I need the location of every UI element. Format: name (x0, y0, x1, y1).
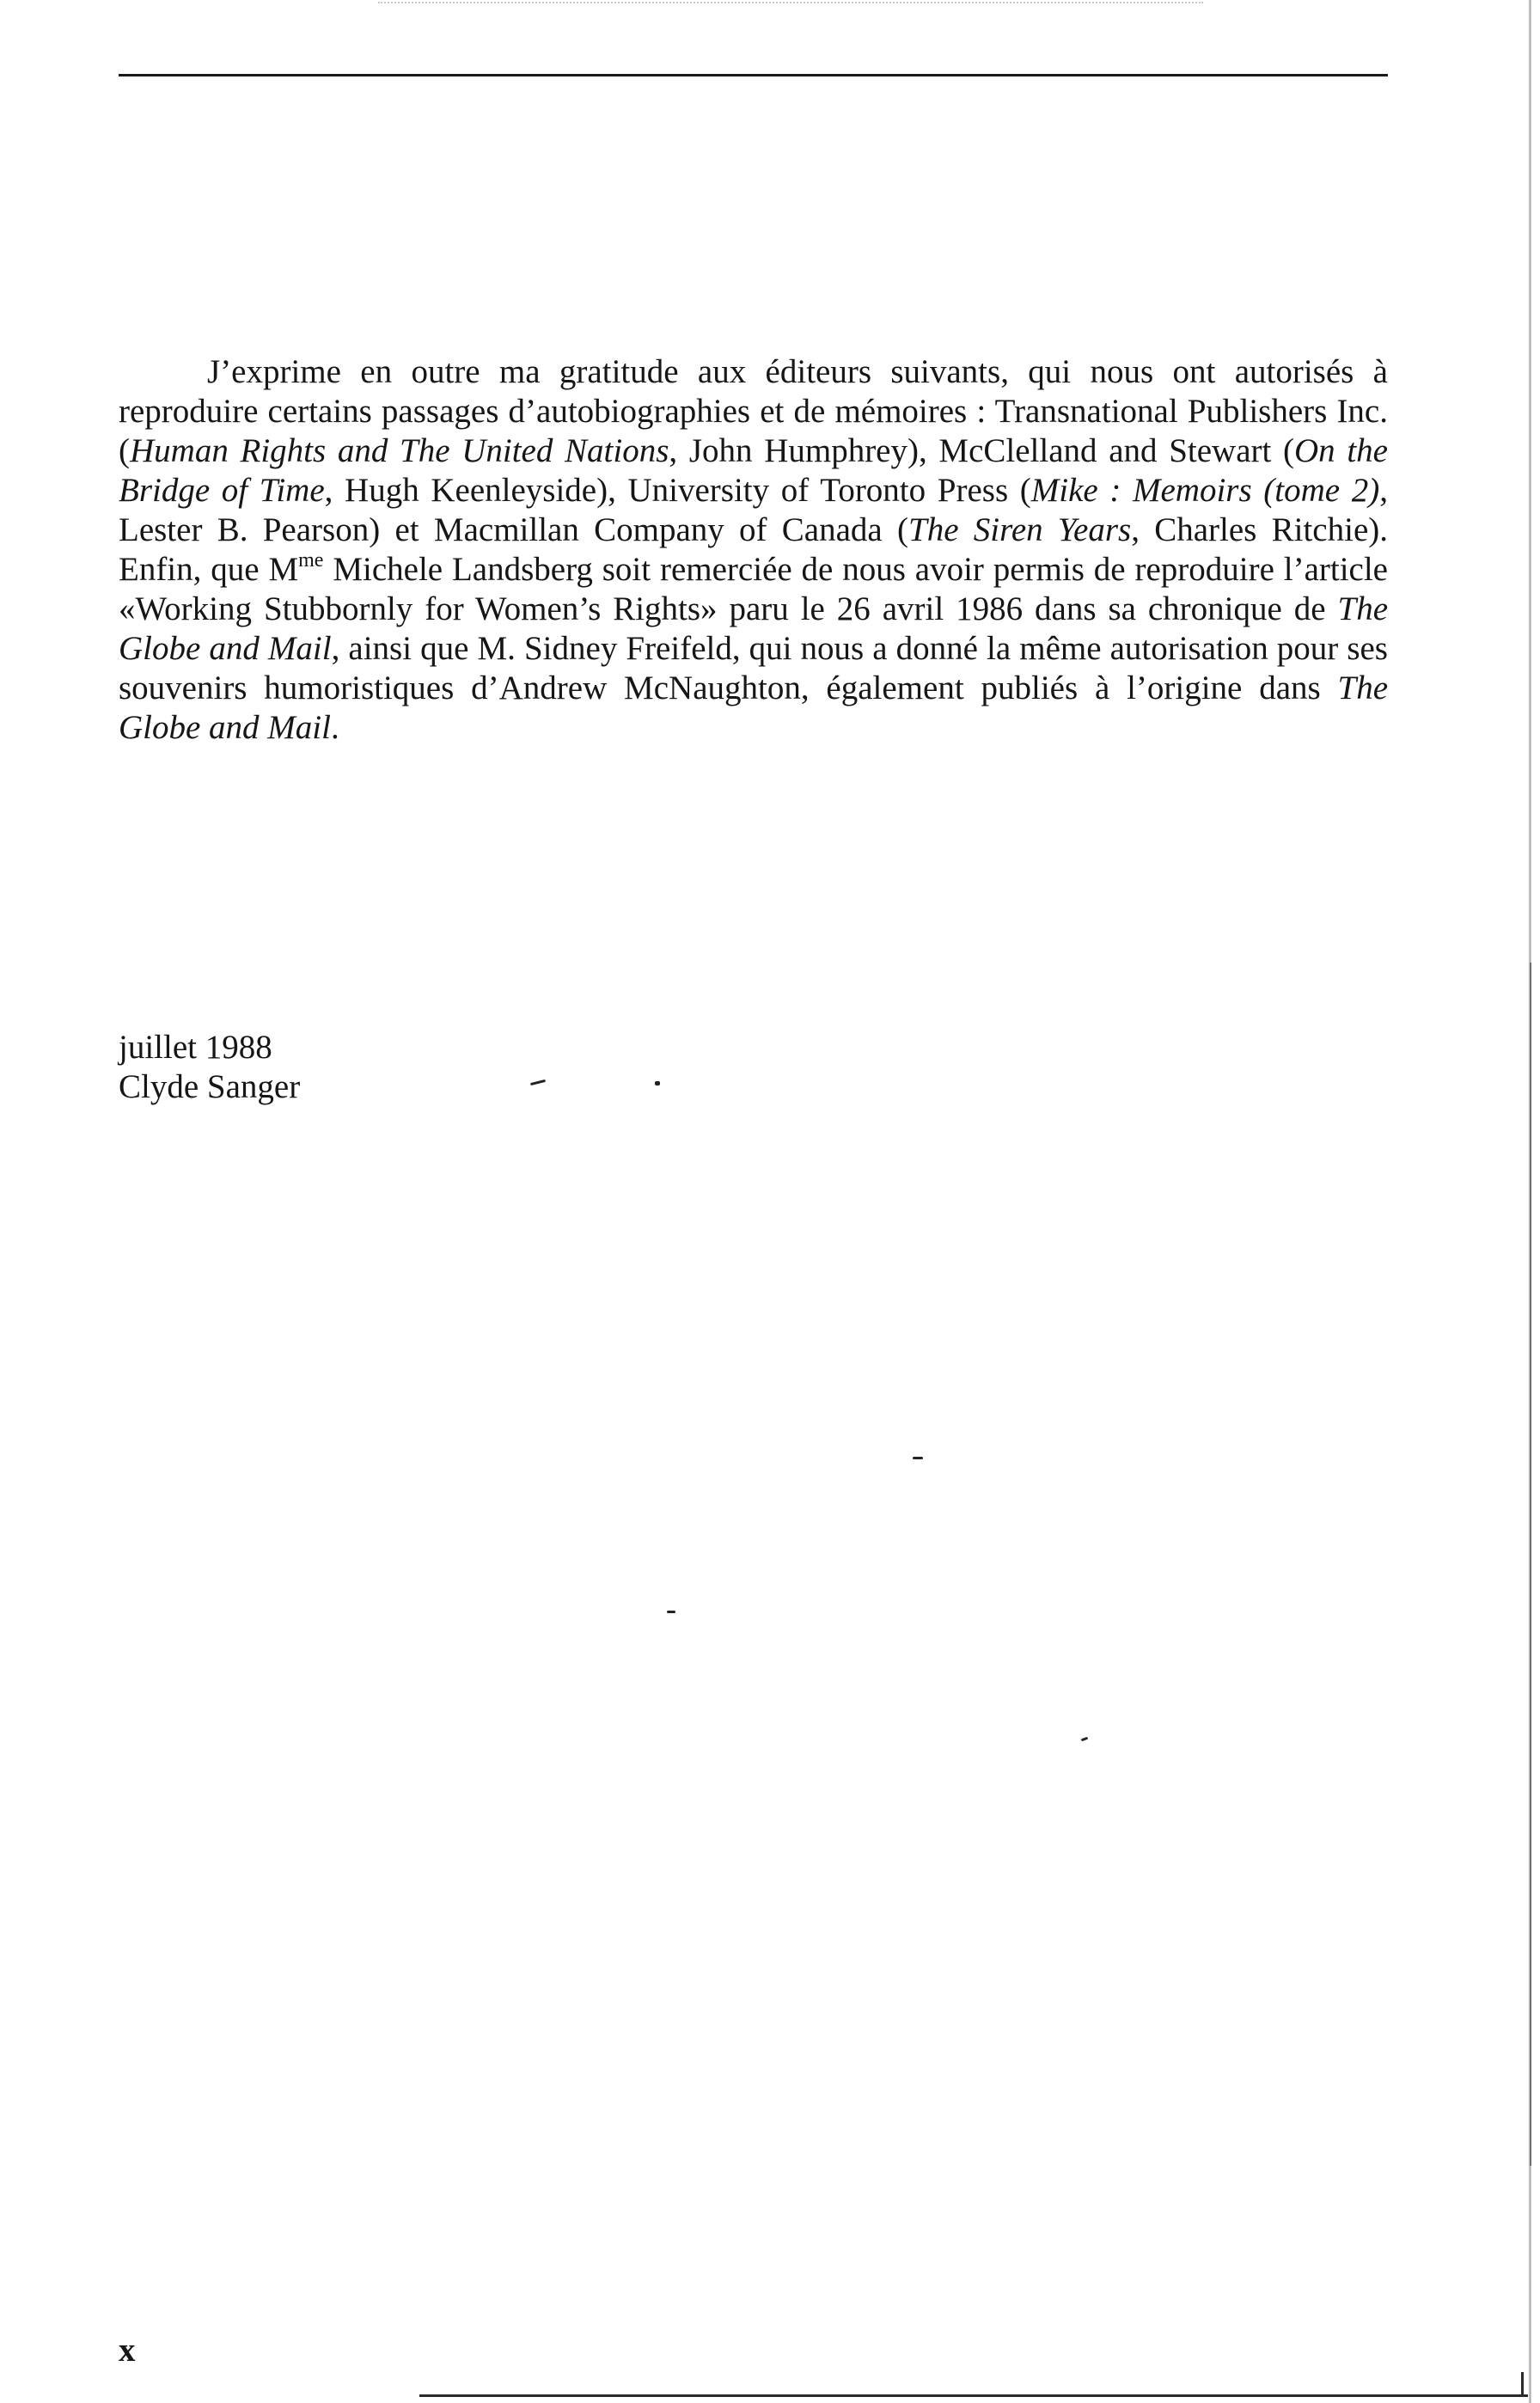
signature-date: juillet 1988 (119, 1029, 272, 1066)
scan-speck (1081, 1737, 1089, 1742)
paragraph-text: , Lester B. Pearson) et Macmillan Company of Canada ( (119, 472, 1388, 548)
scan-top-specks (378, 2, 1203, 6)
newspaper-title: The Globe and Mail (119, 670, 1388, 746)
acknowledgements-paragraph (119, 352, 1388, 748)
paragraph-text: Michele Landsberg soit remerciée de nous avoir permis de reproduire l’article «Working Stubbornly for Women’s Rights» paru le 26 avril 1986 dans sa chronique de (119, 551, 1388, 627)
scan-speck (667, 1611, 675, 1613)
page-number: x (119, 2332, 136, 2369)
corner-mark (1521, 2372, 1524, 2394)
paragraph-text: , ainsi que M. Sidney Freifeld, qui nous a donné la même autorisation pour ses souvenirs humoristiques d’Andrew McNaughton, également publiés à l’origine dans (119, 630, 1388, 706)
bottom-rule (419, 2394, 1528, 2397)
book-title: Human Rights and The United Nations (130, 432, 669, 469)
scan-speck (913, 1457, 923, 1459)
book-title: The Siren Years (908, 511, 1132, 548)
signature-name: Clyde Sanger (119, 1068, 301, 1105)
book-title: On the Bridge of Time (119, 432, 1388, 509)
paragraph-text: , John Humphrey), McClelland and Stewart ( (669, 432, 1294, 469)
scan-speck (655, 1081, 660, 1085)
paragraph-text: , Hugh Keenleyside), University of Toronto Press ( (324, 472, 1031, 509)
paragraph-text: . (330, 709, 339, 746)
top-rule (119, 74, 1388, 76)
paragraph-text: J’exprime en outre ma gratitude aux éditeurs suivants, qui nous ont autorisés à reproduire certains passages d’autobiographies et de mémoires : Transnational Publishers Inc. ( (119, 353, 1388, 469)
book-title: Mike : Memoirs (tome 2) (1030, 472, 1380, 509)
honorific-superscript: me (298, 549, 324, 572)
newspaper-title: The Globe and Mail (119, 590, 1388, 667)
scan-speck (530, 1079, 546, 1085)
paragraph-text: , Charles Ritchie). Enfin, que M (119, 511, 1389, 588)
page-right-edge-shadow (1530, 963, 1531, 2166)
